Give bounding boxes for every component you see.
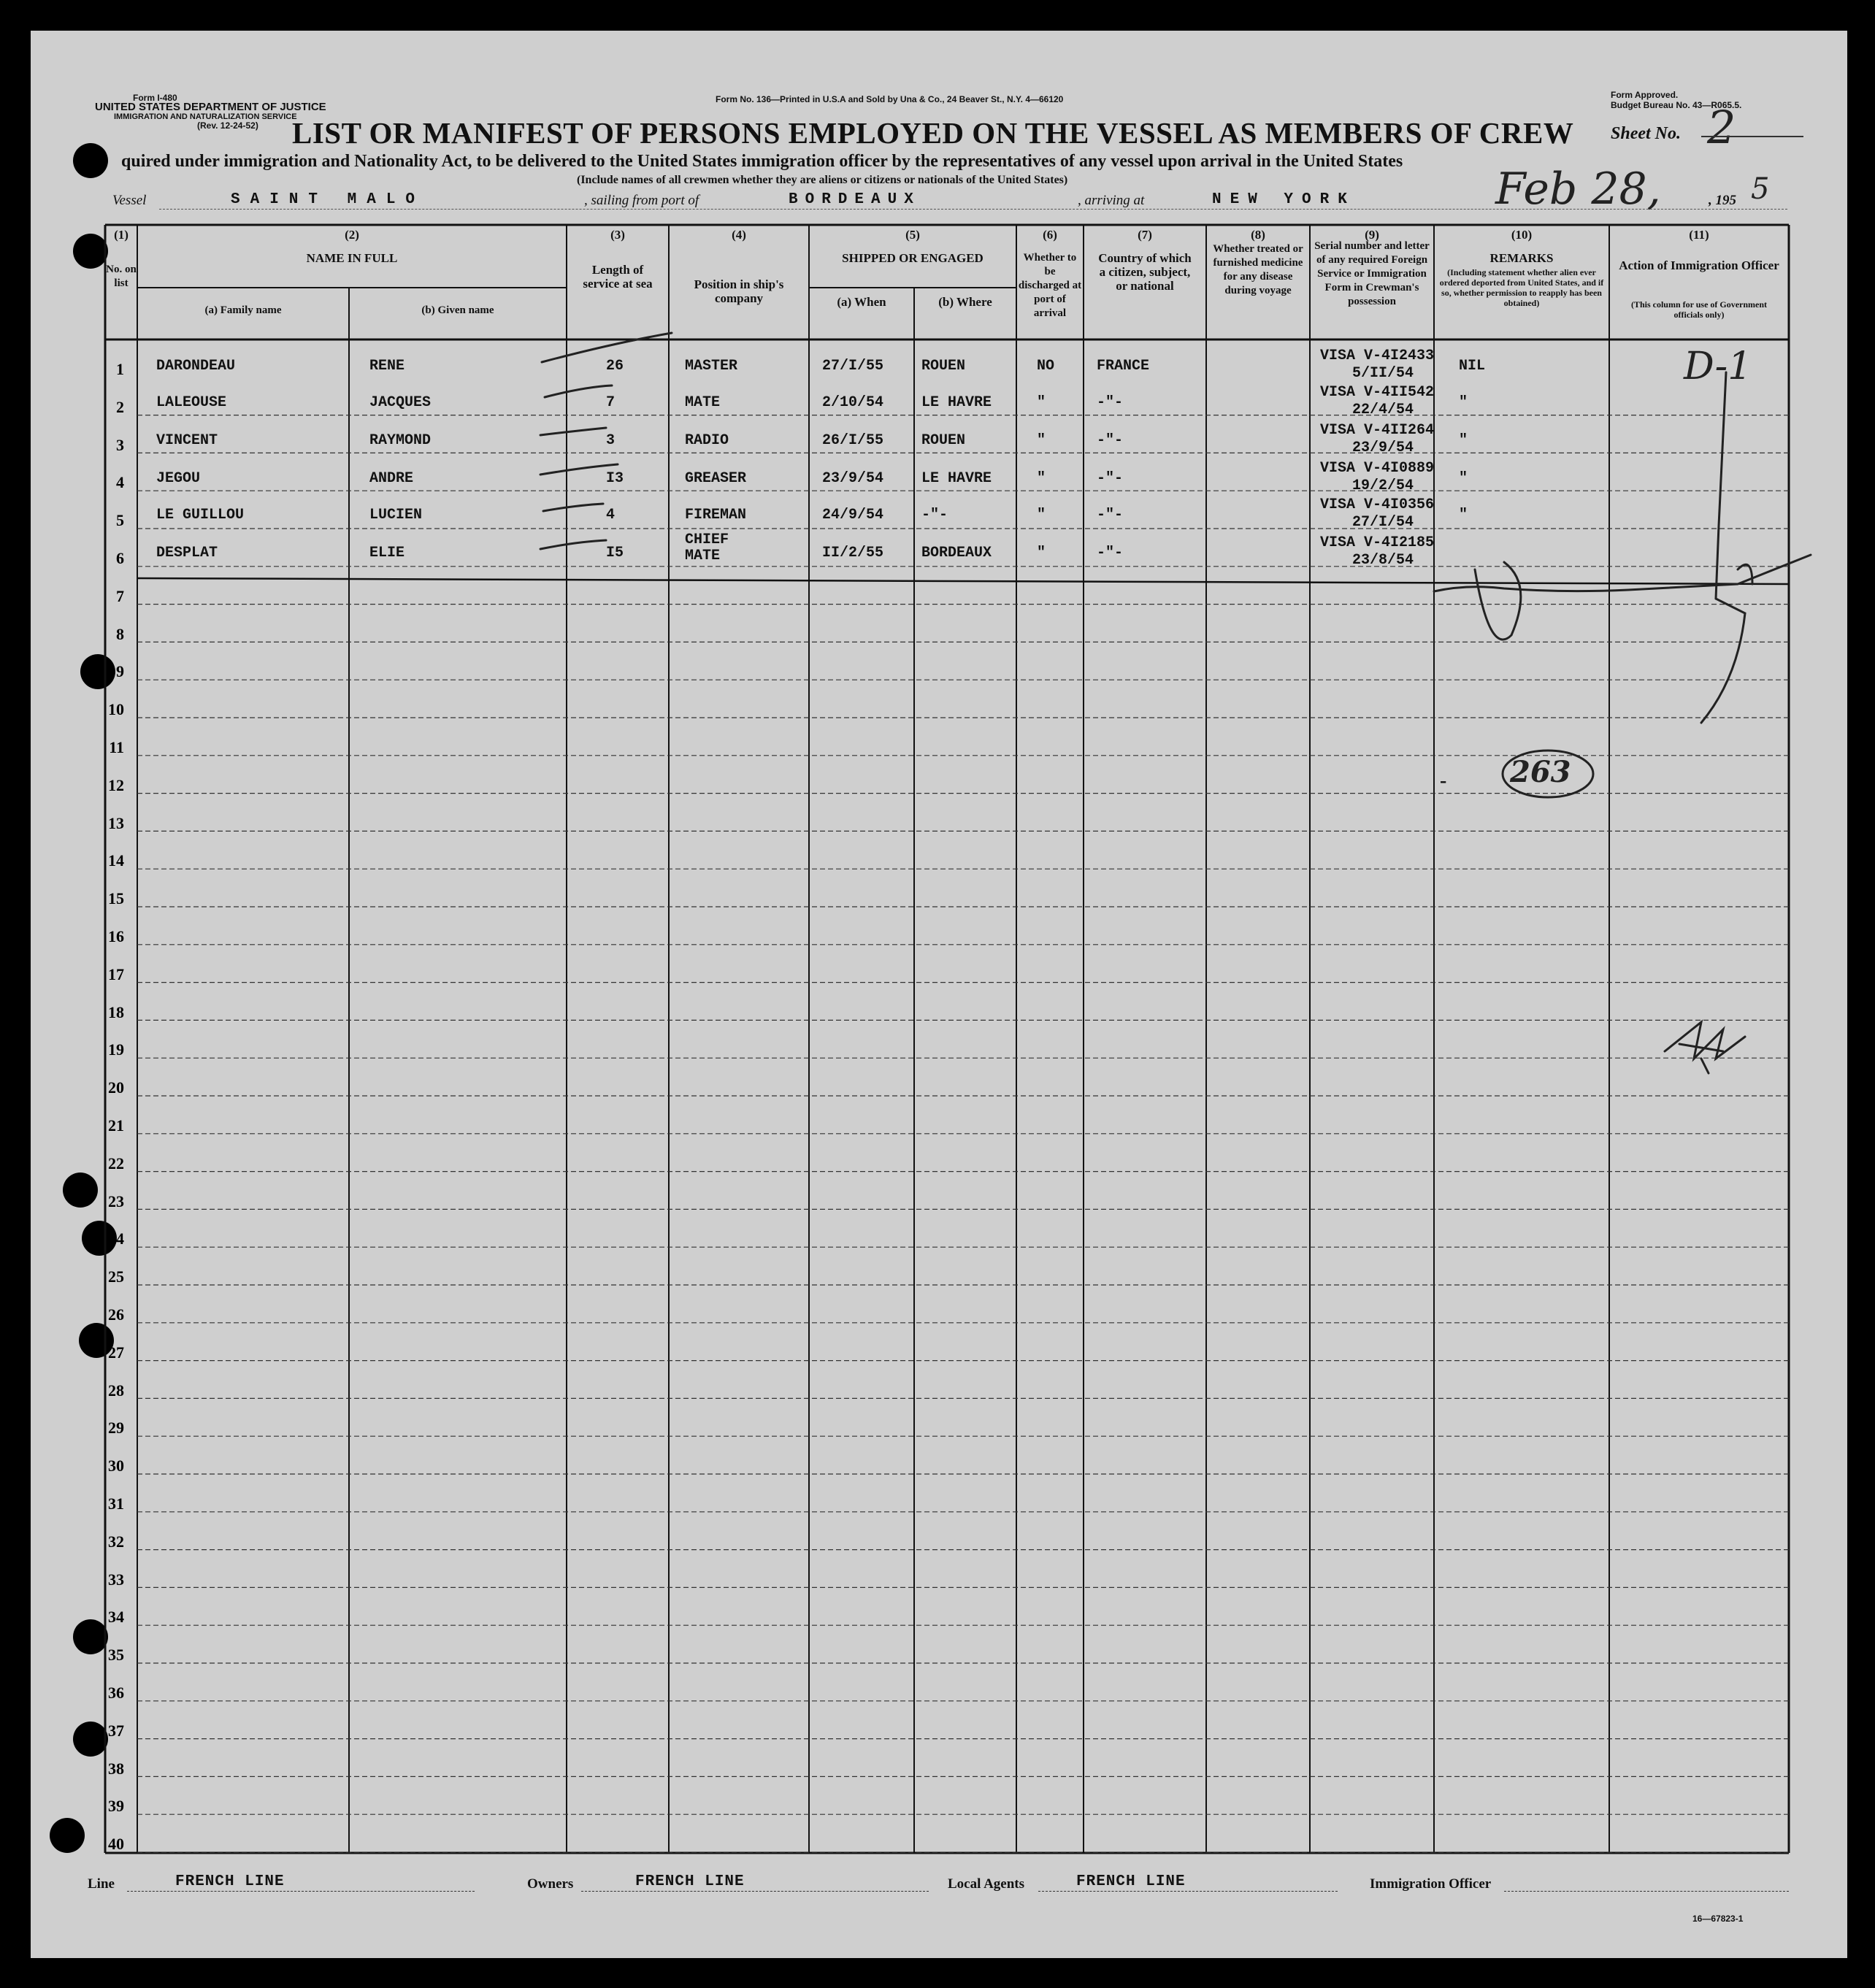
agents-label: Local Agents <box>948 1876 1025 1892</box>
row-number: 4 <box>116 473 124 492</box>
row-number: 27 <box>108 1343 124 1362</box>
row-number: 19 <box>108 1040 124 1059</box>
given-name: ANDRE <box>369 470 414 487</box>
shipped-when: 24/9/54 <box>822 507 884 523</box>
row-number: 16 <box>108 927 124 945</box>
form-code: 16—67823-1 <box>1692 1914 1744 1924</box>
officer-label: Immigration Officer <box>1370 1876 1492 1892</box>
arrival-date: Feb 28, <box>1495 164 1661 215</box>
row-number: 21 <box>108 1116 124 1135</box>
col2a-header: (a) Family name <box>204 304 282 316</box>
visa-serial: VISA V-4I0889 <box>1320 460 1435 477</box>
position: GREASER <box>685 470 747 487</box>
form-number: Form I-480 <box>133 93 177 103</box>
col11-subheader: (This column for use of Government officials only) <box>1630 299 1768 320</box>
visa-serial: VISA V-4I2433 <box>1320 348 1435 364</box>
sheet-number: 2 <box>1707 101 1736 154</box>
position: RADIO <box>685 432 729 449</box>
col4-number: (4) <box>732 228 746 242</box>
col2-header: NAME IN FULL <box>306 251 398 265</box>
row-number: 22 <box>108 1154 124 1173</box>
agents-underline <box>1038 1891 1338 1892</box>
given-name: LUCIEN <box>369 507 423 523</box>
row-number: 1 <box>116 360 124 378</box>
row-number: 8 <box>116 624 124 643</box>
row-number: 36 <box>108 1684 124 1702</box>
row-number: 7 <box>116 586 124 605</box>
row-number: 3 <box>116 435 124 454</box>
family-name: LALEOUSE <box>156 394 227 411</box>
visa-serial: VISA V-4I2185 <box>1320 534 1435 551</box>
row-number: 37 <box>108 1721 124 1740</box>
position: MATE <box>685 394 721 411</box>
service-length: 3 <box>606 432 616 449</box>
vessel-label: Vessel <box>112 193 147 208</box>
sailing-label: , sailing from port of <box>584 193 699 208</box>
col10-number: (10) <box>1511 228 1533 242</box>
col10-header: REMARKS <box>1489 251 1554 265</box>
row-number: 2 <box>116 397 124 416</box>
col5-header: SHIPPED OR ENGAGED <box>842 251 983 265</box>
row-number: 29 <box>108 1419 124 1438</box>
remarks: " <box>1459 432 1468 449</box>
service-name: IMMIGRATION AND NATURALIZATION SERVICE <box>114 112 297 121</box>
dash-mark: - <box>1440 770 1447 792</box>
row-number: 25 <box>108 1267 124 1286</box>
visa-date: 27/I/54 <box>1352 514 1414 531</box>
given-name: ELIE <box>369 545 405 561</box>
visa-date: 22/4/54 <box>1352 402 1414 418</box>
department-name: UNITED STATES DEPARTMENT OF JUSTICE <box>95 101 326 113</box>
owners-underline <box>581 1891 929 1892</box>
shipped-when: 23/9/54 <box>822 470 884 487</box>
col4-header: Position in ship's company <box>694 277 784 305</box>
discharge-status: " <box>1037 507 1046 523</box>
year-prefix: , 195 <box>1709 193 1736 208</box>
remarks: " <box>1459 470 1468 487</box>
row-number: 31 <box>108 1494 124 1513</box>
vessel-name: SAINT MALO <box>231 191 426 208</box>
nationality: -"- <box>1097 470 1124 487</box>
row-number: 38 <box>108 1759 124 1778</box>
officer-underline <box>1504 1891 1789 1892</box>
visa-serial: VISA V-4II542 <box>1320 384 1435 401</box>
owners-value: FRENCH LINE <box>635 1873 745 1890</box>
discharge-status: NO <box>1037 358 1055 375</box>
given-name: RENE <box>369 358 405 375</box>
remarks: NIL <box>1459 358 1486 375</box>
row-number: 15 <box>108 889 124 908</box>
row-number: 35 <box>108 1646 124 1665</box>
line-label: Line <box>88 1876 115 1892</box>
discharge-status: " <box>1037 545 1046 561</box>
shipped-where: ROUEN <box>921 432 966 449</box>
row-number: 26 <box>108 1305 124 1324</box>
family-name: DARONDEAU <box>156 358 236 375</box>
row-number: 10 <box>108 700 124 719</box>
row-number: 30 <box>108 1457 124 1475</box>
col9-header: Serial number and letter of any required Foreign Service or Immigration Form in Crewman's possession <box>1314 240 1430 307</box>
discharge-status: " <box>1037 394 1046 411</box>
remarks: " <box>1459 394 1468 411</box>
col9-number: (9) <box>1365 228 1379 242</box>
shipped-where: LE HAVRE <box>921 394 992 411</box>
page-title: LIST OR MANIFEST OF PERSONS EMPLOYED ON THE VESSEL AS MEMBERS OF CREW <box>292 116 1574 150</box>
col2b-header: (b) Given name <box>421 304 494 316</box>
service-length: 4 <box>606 507 616 523</box>
row-number: 17 <box>108 964 124 983</box>
shipped-where: -"- <box>921 507 948 523</box>
col3-header: Length of service at sea <box>583 263 653 291</box>
nationality: -"- <box>1097 545 1124 561</box>
row-number: 12 <box>108 775 124 794</box>
row-number: 20 <box>108 1078 124 1097</box>
nationality: -"- <box>1097 432 1124 449</box>
position: CHIEF <box>685 531 729 548</box>
arriving-port: NEW YORK <box>1212 191 1356 208</box>
position-line-2: MATE <box>685 548 721 564</box>
nationality: FRANCE <box>1097 358 1150 375</box>
visa-date: 23/8/54 <box>1352 552 1414 569</box>
visa-serial: VISA V-4II264 <box>1320 422 1435 439</box>
col7-number: (7) <box>1138 228 1152 242</box>
given-name: RAYMOND <box>369 432 432 449</box>
row-number: 28 <box>108 1381 124 1400</box>
family-name: LE GUILLOU <box>156 507 245 523</box>
printer-note: Form No. 136—Printed in U.S.A and Sold by Una & Co., 24 Beaver St., N.Y. 4—66120 <box>716 94 1064 104</box>
row-number: 11 <box>109 738 124 756</box>
col3-number: (3) <box>610 228 625 242</box>
position: MASTER <box>685 358 738 375</box>
row-number: 23 <box>108 1191 124 1210</box>
owners-label: Owners <box>527 1876 574 1892</box>
shipped-when: 2/10/54 <box>822 394 884 411</box>
row-number: 5 <box>116 511 124 530</box>
line-underline <box>127 1891 475 1892</box>
nationality: -"- <box>1097 507 1124 523</box>
shipped-when: 27/I/55 <box>822 358 884 375</box>
family-name: VINCENT <box>156 432 218 449</box>
discharge-status: " <box>1037 432 1046 449</box>
circled-number: 263 <box>1510 755 1571 789</box>
visa-serial: VISA V-4I0356 <box>1320 496 1435 513</box>
row-number: 39 <box>108 1797 124 1816</box>
col5-number: (5) <box>905 228 920 242</box>
col6-number: (6) <box>1043 228 1057 242</box>
remarks: " <box>1459 507 1468 523</box>
col8-header: Whether treated or furnished medicine for any disease during voyage <box>1213 243 1303 296</box>
row-number: 40 <box>108 1835 124 1854</box>
col5b-header: (b) Where <box>938 295 992 309</box>
budget-bureau: Budget Bureau No. 43—R065.5. <box>1611 100 1742 110</box>
row-number: 33 <box>108 1570 124 1589</box>
form-approved: Form Approved. <box>1611 90 1679 100</box>
col5a-header: (a) When <box>837 295 886 309</box>
shipped-when: II/2/55 <box>822 545 884 561</box>
row-number: 6 <box>116 549 124 567</box>
required-line: quired under immigration and Nationality Act, to be delivered to the United States immigration officer by the representatives of any vessel upon arrival in the United States <box>121 152 1403 171</box>
arriving-label: , arriving at <box>1078 193 1145 208</box>
shipped-where: LE HAVRE <box>921 470 992 487</box>
service-length: I3 <box>606 470 624 487</box>
row-number: 32 <box>108 1532 124 1551</box>
visa-date: 5/II/54 <box>1352 365 1414 382</box>
line-value: FRENCH LINE <box>175 1873 285 1890</box>
col6-header: Whether to be discharged at port of arrival <box>1018 252 1082 319</box>
row-number: 24 <box>108 1229 124 1248</box>
col11-header: Action of Immigration Officer <box>1619 258 1779 272</box>
col1-header: No. on list <box>106 264 137 289</box>
given-name: JACQUES <box>369 394 432 411</box>
service-length: 26 <box>606 358 624 375</box>
col11-number: (11) <box>1689 228 1709 242</box>
sheet-label: Sheet No. <box>1611 124 1681 143</box>
visa-date: 19/2/54 <box>1352 477 1414 494</box>
col2-number: (2) <box>345 228 359 242</box>
action-mark: D-1 <box>1684 345 1752 388</box>
shipped-where: BORDEAUX <box>921 545 992 561</box>
discharge-status: " <box>1037 470 1046 487</box>
service-length: I5 <box>606 545 624 561</box>
family-name: JEGOU <box>156 470 201 487</box>
shipped-where: ROUEN <box>921 358 966 375</box>
agents-value: FRENCH LINE <box>1076 1873 1186 1890</box>
row-number: 34 <box>108 1608 124 1627</box>
year-suffix: 5 <box>1751 172 1770 206</box>
col10-subheader: (Including statement whether alien ever ordered deported from United States, and if so, whether permission to reapply has been obtained) <box>1439 267 1604 308</box>
row-number: 18 <box>108 1002 124 1021</box>
visa-date: 23/9/54 <box>1352 440 1414 456</box>
nationality: -"- <box>1097 394 1124 411</box>
row-number: 9 <box>116 662 124 681</box>
position: FIREMAN <box>685 507 747 523</box>
service-length: 7 <box>606 394 616 411</box>
family-name: DESPLAT <box>156 545 218 561</box>
include-note: (Include names of all crewmen whether they are aliens or citizens or nationals of the United States) <box>577 174 1068 186</box>
col1-number: (1) <box>114 228 129 242</box>
row-number: 13 <box>108 813 124 832</box>
col7-header: Country of which a citizen, subject, or national <box>1098 251 1192 293</box>
form-revision: (Rev. 12-24-52) <box>197 120 258 131</box>
sailing-port: BORDEAUX <box>789 191 921 208</box>
col8-number: (8) <box>1251 228 1265 242</box>
row-number: 14 <box>108 851 124 870</box>
shipped-when: 26/I/55 <box>822 432 884 449</box>
